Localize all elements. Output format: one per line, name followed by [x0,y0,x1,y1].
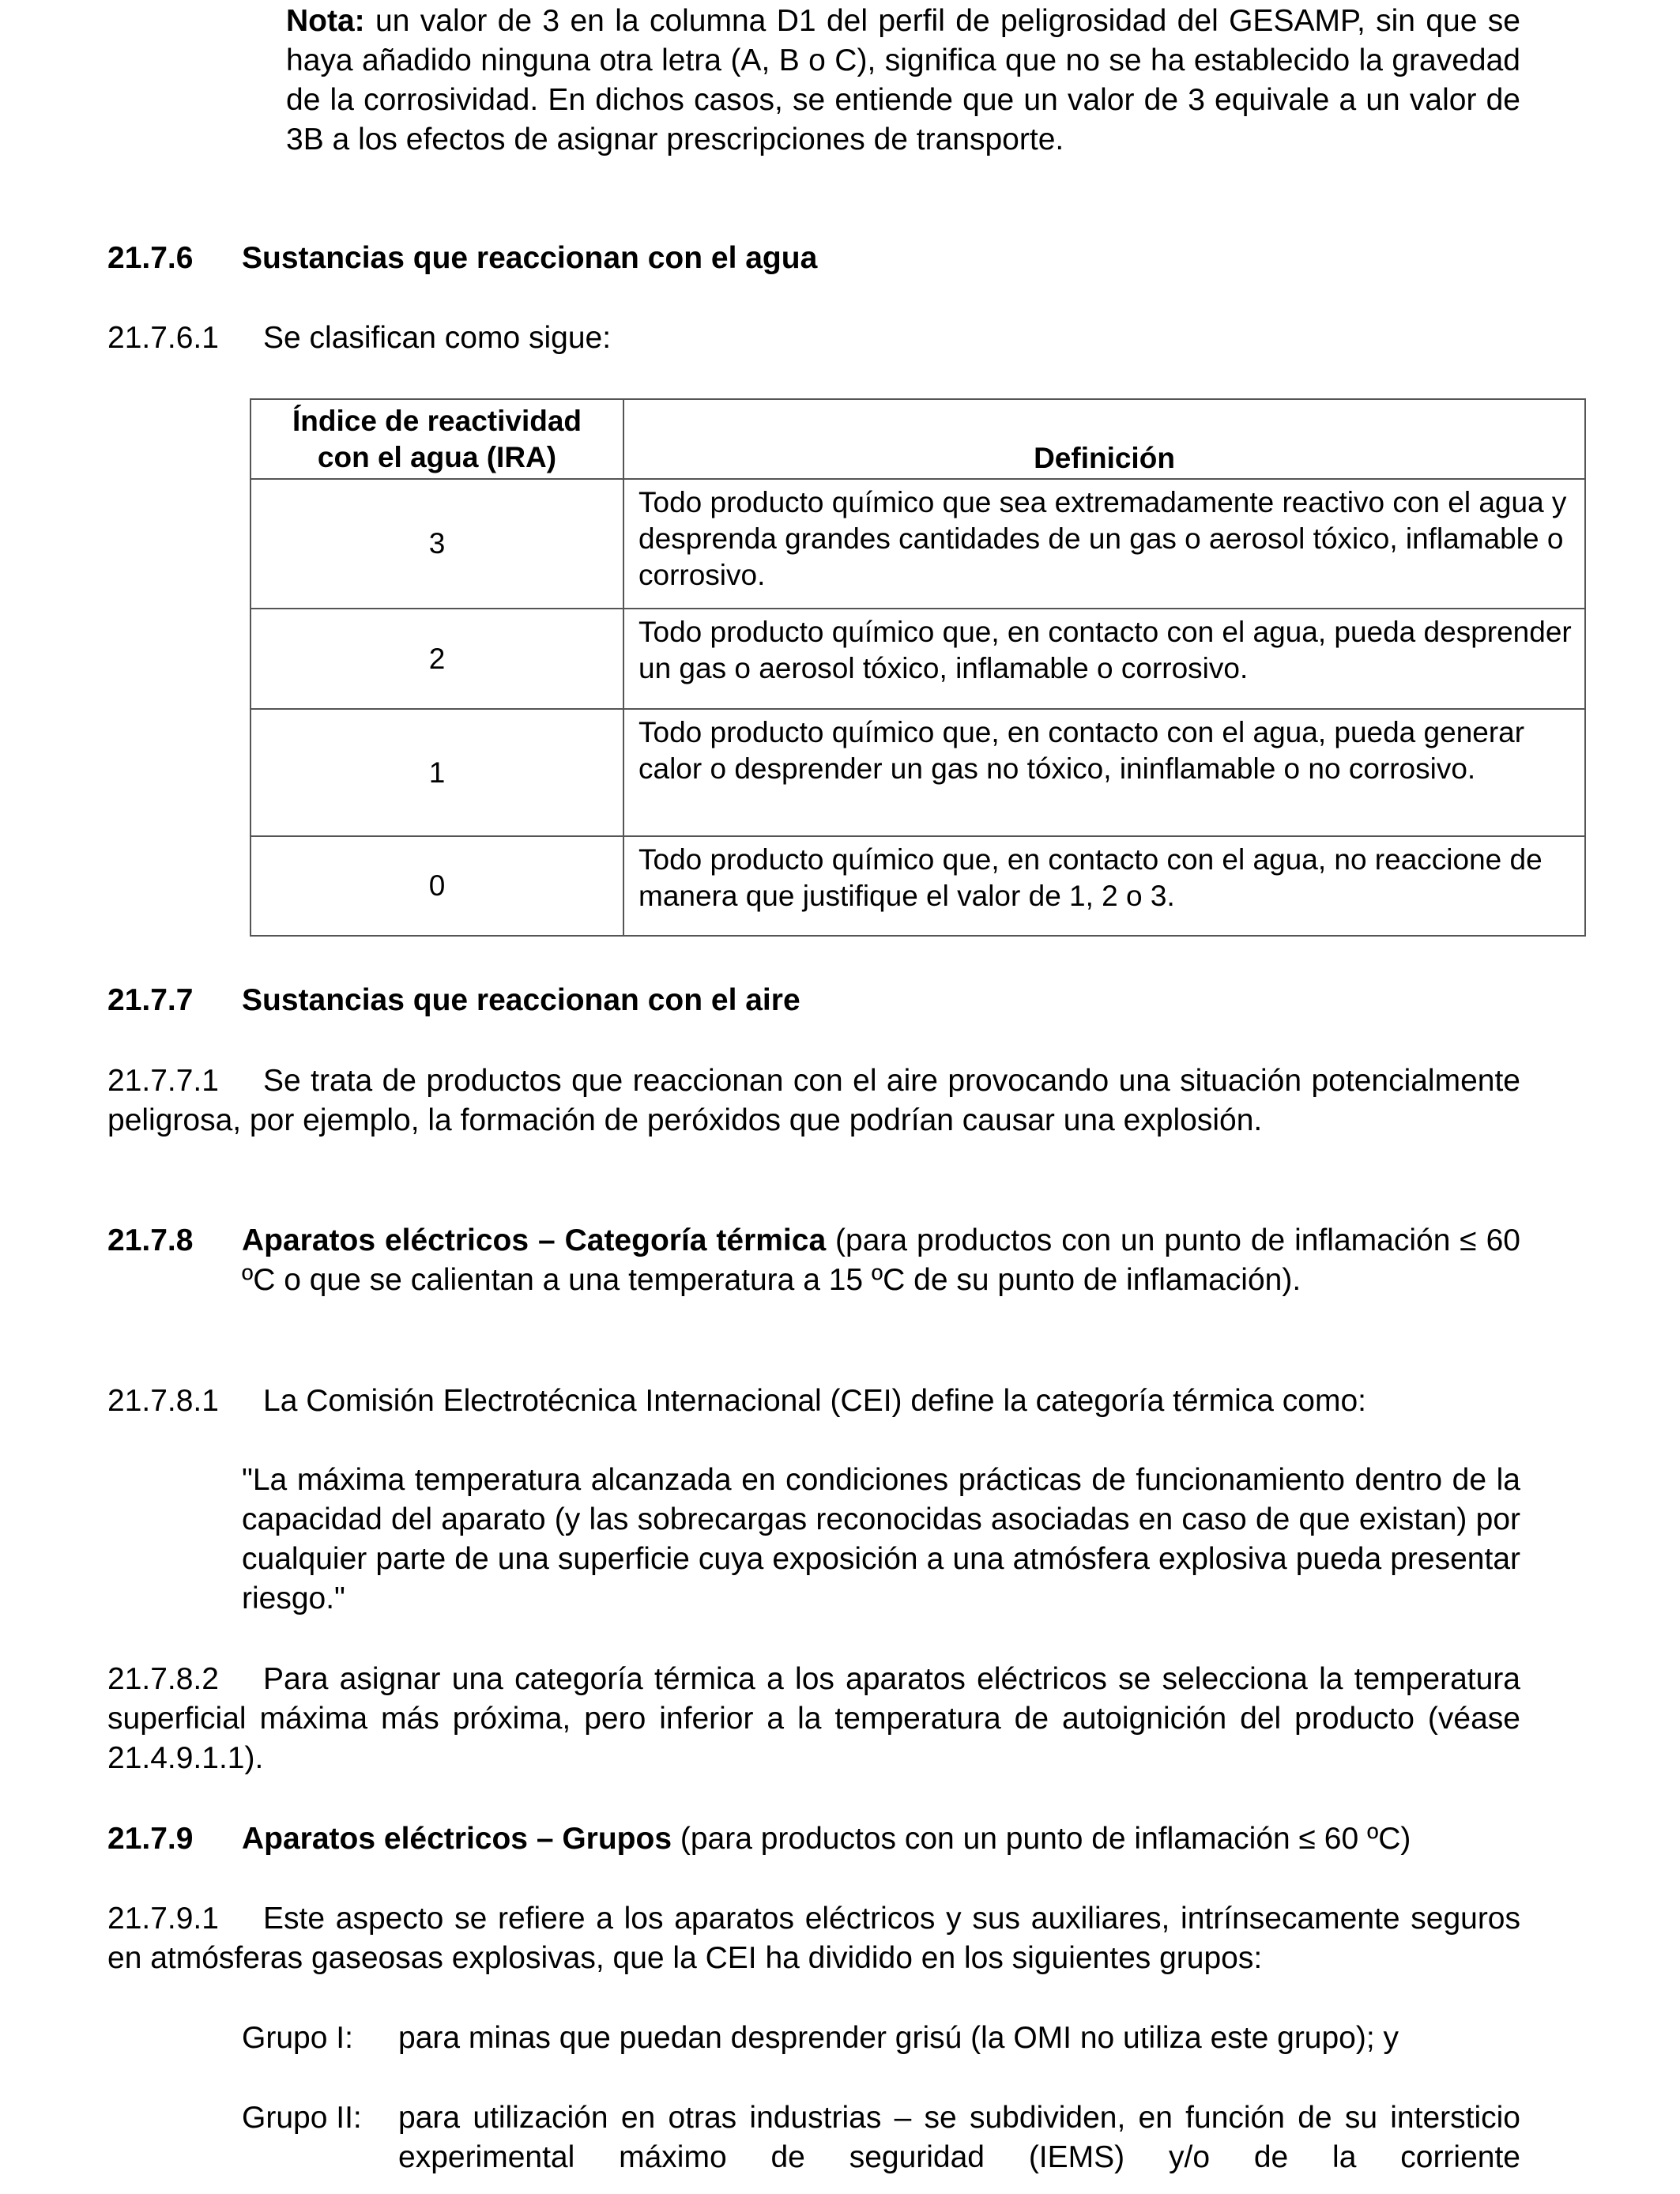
grupo-text: para minas que puedan desprender grisú (la OMI no utiliza este grupo); y [398,2021,1399,2055]
header-index: Índice de reactividad con el agua (IRA) [250,399,623,479]
grupo-text: para utilización en otras industrias – se subdividen, en función de su intersticio experimental máximo de seguridad (IEMS) y/o de la corriente [398,2101,1520,2174]
table-row [250,709,1585,836]
nota-label: Nota: [286,4,365,38]
section-title: Aparatos eléctricos – Grupos [242,1822,672,1856]
grupo-label: Grupo I: [242,2021,353,2055]
paragraph-21-7-8-2 [107,1660,1520,1778]
section-title: Sustancias que reaccionan con el agua [242,241,818,275]
ira-value: 1 [250,709,623,836]
paragraph-21-7-9-1 [107,1899,1520,1978]
section-heading-21-7-9 [107,1819,1530,1859]
table-header-row [250,399,1585,479]
nota-paragraph [286,2,1520,160]
grupo-item [242,2019,1520,2058]
ira-value: 0 [250,836,623,936]
section-number: 21.7.9 [107,1822,194,1856]
table-row [250,479,1585,609]
section-heading-body [242,1221,1520,1300]
ira-definition: Todo producto químico que sea extremadamente reactivo con el agua y desprenda grandes cantidades de un gas o aerosol tóxico, inflamable o corrosivo. [623,479,1585,609]
paragraph-number: 21.7.9.1 [107,1902,219,1936]
section-heading-21-7-8 [107,1221,1520,1300]
section-heading-21-7-7 [107,981,800,1020]
ira-definition: Todo producto químico que, en contacto con el agua, pueda generar calor o desprender un gas no tóxico, ininflamable o no corrosivo. [623,709,1585,836]
section-qualifier: (para productos con un punto de inflamación ≤ 60 ºC) [672,1822,1411,1856]
paragraph-number: 21.7.7.1 [107,1064,219,1098]
ira-definition: Todo producto químico que, en contacto con el agua, pueda desprender un gas o aerosol tóxico, inflamable o corrosivo. [623,609,1585,709]
ira-definition: Todo producto químico que, en contacto con el agua, no reaccione de manera que justifique el valor de 1, 2 o 3. [623,836,1585,936]
header-definition: Definición [623,399,1585,479]
section-title: Sustancias que reaccionan con el aire [242,983,800,1017]
reactivity-table [250,398,1586,937]
section-number: 21.7.6 [107,241,194,275]
ira-value: 2 [250,609,623,709]
ira-value: 3 [250,479,623,609]
paragraph-number: 21.7.8.2 [107,1662,219,1696]
paragraph-21-7-8-1 [107,1382,1520,1421]
nota-text: un valor de 3 en la columna D1 del perfil de peligrosidad del GESAMP, sin que se haya añadido ninguna otra letra (A, B o C), significa que no se ha establecido la gravedad de la corrosividad. En dichos casos, se entiende que un valor de 3 equivale a un valor de 3B a los efectos de asignar prescripciones de transporte. [286,4,1520,156]
paragraph-number: 21.7.6.1 [107,321,219,355]
table-row [250,836,1585,936]
section-qualifier: (para productos con un punto de inflamación ≤ 60 ºC o que se calientan a una temperatura a 15 ºC de su punto de inflamación). [242,1223,1520,1297]
iec-definition-quote: "La máxima temperatura alcanzada en condiciones prácticas de funcionamiento dentro de la capacidad del aparato (y las sobrecargas reconocidas asociadas en caso de que existan) por cualquier parte de una superficie cuya exposición a una atmósfera explosiva pueda presentar riesgo." [242,1463,1520,1615]
paragraph-21-7-7-1 [107,1061,1520,1140]
paragraph-text: La Comisión Electrotécnica Internacional (CEI) define la categoría térmica como: [263,1384,1366,1418]
paragraph-number: 21.7.8.1 [107,1384,219,1418]
grupo-label: Grupo II: [242,2101,362,2135]
paragraph-text: Se clasifican como sigue: [263,321,612,355]
section-title: Aparatos eléctricos – Categoría térmica [242,1223,827,1257]
table-row [250,609,1585,709]
section-number: 21.7.8 [107,1223,194,1257]
paragraph-text: Este aspecto se refiere a los aparatos eléctricos y sus auxiliares, intrínsecamente seguros en atmósferas gaseosas explosivas, que la CEI ha dividido en los siguientes grupos: [107,1902,1520,1975]
section-heading-21-7-6 [107,239,817,278]
section-number: 21.7.7 [107,983,194,1017]
paragraph-text: Se trata de productos que reaccionan con el aire provocando una situación potencialmente peligrosa, por ejemplo, la formación de peróxidos que podrían causar una explosión. [107,1064,1520,1137]
paragraph-text: Para asignar una categoría térmica a los aparatos eléctricos se selecciona la temperatura superficial máxima más próxima, pero inferior a la temperatura de autoignición del producto (véase 21.4.9.1.1). [107,1662,1520,1775]
grupo-item [242,2098,1520,2177]
paragraph-21-7-6-1 [107,319,611,358]
